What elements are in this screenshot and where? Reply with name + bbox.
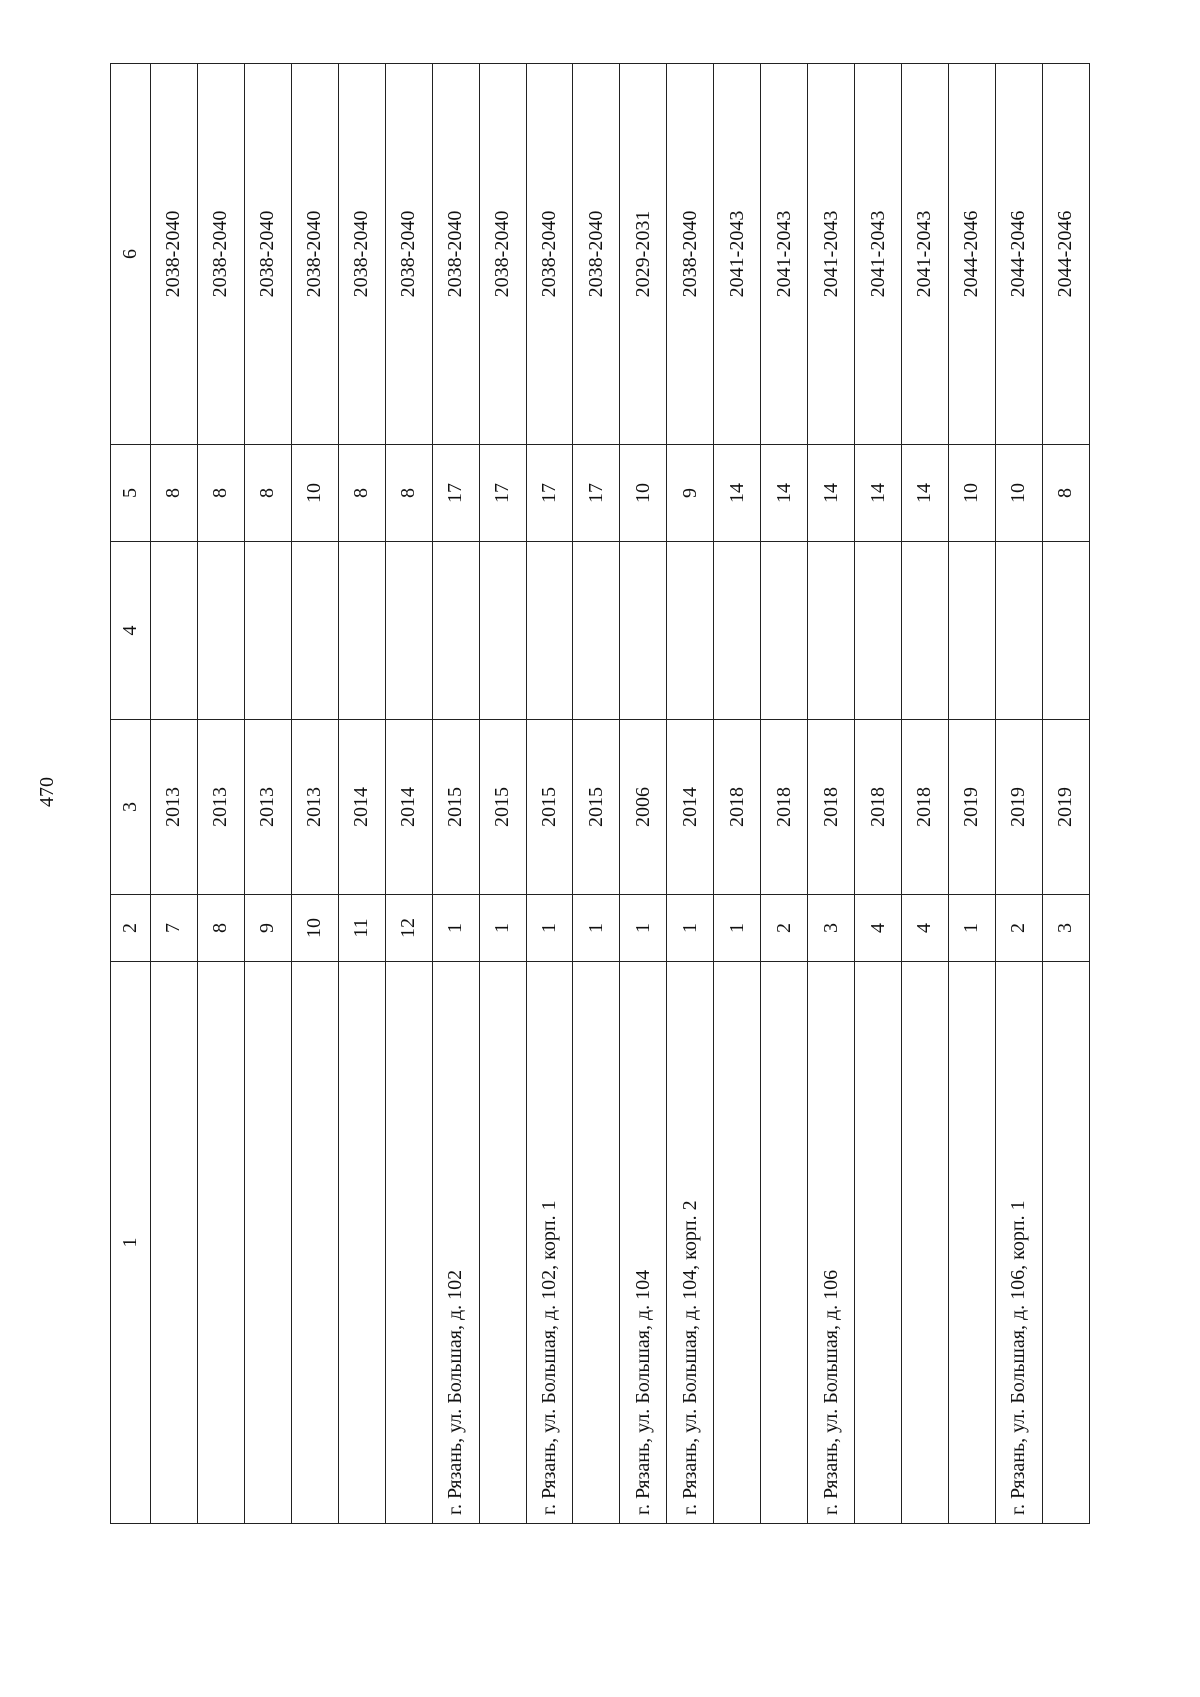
year-cell: 2019 [948,720,995,895]
number-cell: 7 [151,895,198,962]
table-row [808,64,855,1524]
address-cell [244,962,291,1524]
table-row [338,64,385,1524]
year-cell: 2018 [855,720,902,895]
year-cell: 2013 [151,720,198,895]
number-cell: 1 [573,895,620,962]
address-cell [714,962,761,1524]
schedule-body [151,64,1090,1524]
table-row [479,64,526,1524]
year-cell: 2018 [761,720,808,895]
year-cell: 2015 [526,720,573,895]
schedule-table-container [110,64,1090,1524]
table-row [244,64,291,1524]
number-cell: 3 [808,895,855,962]
year-cell: 2018 [902,720,949,895]
col4-cell [855,542,902,720]
col4-cell [667,542,714,720]
period-cell: 2041-2043 [761,64,808,445]
period-cell: 2038-2040 [244,64,291,445]
col4-cell [479,542,526,720]
year-cell: 2015 [432,720,479,895]
address-cell [291,962,338,1524]
number-cell: 2 [995,895,1042,962]
period-cell: 2038-2040 [385,64,432,445]
number-cell: 1 [714,895,761,962]
period-cell: 2038-2040 [526,64,573,445]
number-cell: 1 [948,895,995,962]
col4-cell [808,542,855,720]
col5-cell: 10 [948,445,995,542]
period-cell: 2044-2046 [948,64,995,445]
table-row [526,64,573,1524]
address-cell [385,962,432,1524]
number-cell: 1 [667,895,714,962]
table-row [995,64,1042,1524]
period-cell: 2029-2031 [620,64,667,445]
year-cell: 2015 [479,720,526,895]
col5-cell: 9 [667,445,714,542]
year-cell: 2015 [573,720,620,895]
col4-cell [338,542,385,720]
number-cell: 1 [620,895,667,962]
col5-cell: 8 [338,445,385,542]
col4-cell [244,542,291,720]
year-cell: 2019 [995,720,1042,895]
col5-cell: 14 [808,445,855,542]
table-row [948,64,995,1524]
address-cell: г. Рязань, ул. Большая, д. 106 [808,962,855,1524]
col5-cell: 14 [714,445,761,542]
address-cell [151,962,198,1524]
address-cell: г. Рязань, ул. Большая, д. 102, корп. 1 [526,962,573,1524]
table-row [291,64,338,1524]
col4-cell [995,542,1042,720]
number-cell: 1 [432,895,479,962]
col5-cell: 17 [432,445,479,542]
col4-cell [291,542,338,720]
table-row [573,64,620,1524]
address-cell: г. Рязань, ул. Большая, д. 104, корп. 2 [667,962,714,1524]
col4-cell [432,542,479,720]
header-cell-col1: 1 [111,962,151,1524]
col4-cell [902,542,949,720]
table-row [667,64,714,1524]
table-row [855,64,902,1524]
period-cell: 2038-2040 [573,64,620,445]
period-cell: 2041-2043 [902,64,949,445]
address-cell [479,962,526,1524]
col5-cell: 17 [526,445,573,542]
col4-cell [573,542,620,720]
period-cell: 2038-2040 [151,64,198,445]
col4-cell [948,542,995,720]
period-cell: 2038-2040 [338,64,385,445]
table-row [197,64,244,1524]
year-cell: 2019 [1042,720,1089,895]
table-row [151,64,198,1524]
address-cell [573,962,620,1524]
col5-cell: 17 [573,445,620,542]
number-cell: 8 [197,895,244,962]
col4-cell [761,542,808,720]
address-cell [948,962,995,1524]
period-cell: 2038-2040 [479,64,526,445]
col5-cell: 8 [197,445,244,542]
number-cell: 9 [244,895,291,962]
year-cell: 2013 [244,720,291,895]
col5-cell: 8 [385,445,432,542]
number-cell: 11 [338,895,385,962]
col5-cell: 10 [620,445,667,542]
col5-cell: 14 [902,445,949,542]
number-cell: 10 [291,895,338,962]
col5-cell: 8 [151,445,198,542]
year-cell: 2013 [291,720,338,895]
col5-cell: 8 [244,445,291,542]
year-cell: 2018 [808,720,855,895]
table-row [761,64,808,1524]
address-cell [1042,962,1089,1524]
year-cell: 2014 [385,720,432,895]
year-cell: 2014 [667,720,714,895]
col5-cell: 17 [479,445,526,542]
col4-cell [1042,542,1089,720]
col4-cell [151,542,198,720]
col4-cell [197,542,244,720]
col4-cell [526,542,573,720]
period-cell: 2041-2043 [714,64,761,445]
page-number: 470 [35,777,58,807]
period-cell: 2041-2043 [808,64,855,445]
address-cell: г. Рязань, ул. Большая, д. 102 [432,962,479,1524]
header-row [111,64,151,1524]
col5-cell: 8 [1042,445,1089,542]
col5-cell: 14 [855,445,902,542]
table-row [1042,64,1089,1524]
col5-cell: 10 [291,445,338,542]
number-cell: 2 [761,895,808,962]
address-cell: г. Рязань, ул. Большая, д. 106, корп. 1 [995,962,1042,1524]
number-cell: 3 [1042,895,1089,962]
header-cell-col4: 4 [111,542,151,720]
period-cell: 2038-2040 [291,64,338,445]
table-row [432,64,479,1524]
col4-cell [620,542,667,720]
number-cell: 4 [902,895,949,962]
number-cell: 1 [479,895,526,962]
table-row [385,64,432,1524]
col4-cell [385,542,432,720]
header-cell-col6: 6 [111,64,151,445]
period-cell: 2038-2040 [197,64,244,445]
year-cell: 2014 [338,720,385,895]
address-cell [197,962,244,1524]
col5-cell: 14 [761,445,808,542]
period-cell: 2044-2046 [1042,64,1089,445]
year-cell: 2006 [620,720,667,895]
address-cell [761,962,808,1524]
year-cell: 2018 [714,720,761,895]
address-cell: г. Рязань, ул. Большая, д. 104 [620,962,667,1524]
table-row [714,64,761,1524]
address-cell [855,962,902,1524]
period-cell: 2038-2040 [432,64,479,445]
table-row [902,64,949,1524]
header-cell-col3: 3 [111,720,151,895]
header-cell-col5: 5 [111,445,151,542]
col4-cell [714,542,761,720]
period-cell: 2044-2046 [995,64,1042,445]
header-cell-col2: 2 [111,895,151,962]
schedule-table [110,63,1090,1524]
number-cell: 4 [855,895,902,962]
table-row [620,64,667,1524]
period-cell: 2041-2043 [855,64,902,445]
year-cell: 2013 [197,720,244,895]
col5-cell: 10 [995,445,1042,542]
address-cell [902,962,949,1524]
number-cell: 12 [385,895,432,962]
address-cell [338,962,385,1524]
period-cell: 2038-2040 [667,64,714,445]
number-cell: 1 [526,895,573,962]
